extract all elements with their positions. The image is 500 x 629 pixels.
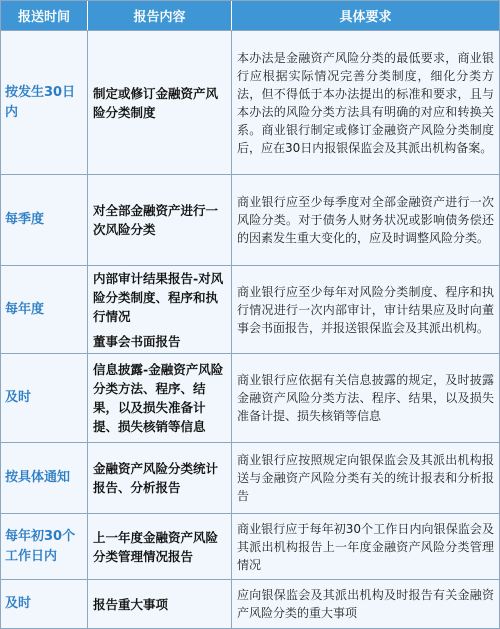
table-row [1, 579, 499, 628]
row-time: 及时 [1, 354, 88, 442]
row-time: 每年度 [1, 266, 88, 353]
table-row [1, 174, 499, 265]
row-requirement: 商业银行应按照规定向银保监会及其派出机构报送与金融资产风险分类有关的统计报表和分析报告 [237, 453, 494, 503]
table-row [1, 442, 499, 513]
row-content-secondary: 董事会书面报告 [93, 333, 181, 349]
row-requirement: 商业银行应依据有关信息披露的规定，及时披露金融资产风险分类方法、程序、结果，以及损失准备计提、损失核销等信息 [237, 373, 494, 423]
table-row [1, 30, 499, 174]
table-row [1, 513, 499, 579]
row-content: 内部审计结果报告-对风险分类制度、程序和执行情况 [93, 270, 224, 324]
row-content: 对全部金融资产进行一次风险分类 [88, 175, 232, 265]
row-time: 按具体通知 [1, 443, 88, 513]
row-time: 按发生30日内 [1, 31, 88, 174]
row-requirement: 商业银行应于每年初30个工作日内向银保监会及其派出机构报告上一年度金融资产风险分类管理情况 [237, 521, 494, 572]
row-time: 每年初30个工作日内 [1, 514, 88, 579]
row-content: 金融资产风险分类统计报告、分析报告 [88, 443, 232, 513]
row-content-cell [88, 266, 232, 353]
row-content: 上一年度金融资产风险分类管理情况报告 [88, 514, 232, 579]
row-content: 报告重大事项 [88, 580, 232, 628]
row-requirement: 本办法是金融资产风险分类的最低要求，商业银行应根据实际情况完善分类制度，细化分类方法，但不得低于本办法提出的标准和要求，且与本办法的风险分类方法具有明确的对应和转换关系。商业银行制定或修订金融资产风险分类制度后，应在30日内报银保监会及其派出机构备案。 [237, 50, 494, 155]
table-row [1, 265, 499, 353]
row-requirement: 商业银行应至少每年对风险分类制度、程序和执行情况进行一次内部审计，审计结果应及时向董事会书面报告，并报送银保监会及其派出机构。 [237, 284, 494, 335]
table-row [1, 353, 499, 442]
row-time: 每季度 [1, 175, 88, 265]
row-requirement: 商业银行应至少每季度对全部金融资产进行一次风险分类。对于债务人财务状况或影响债务偿还的因素发生重大变化的，应及时调整风险分类。 [237, 195, 494, 245]
table-header-row [1, 1, 499, 30]
row-time: 及时 [1, 580, 88, 628]
header-content: 报告内容 [88, 1, 232, 30]
row-content: 制定或修订金融资产风险分类制度 [88, 31, 232, 174]
header-time: 报送时间 [1, 1, 88, 30]
row-requirement: 应向银保监会及其派出机构及时报告有关金融资产风险分类的重大事项 [237, 588, 494, 620]
row-content: 信息披露-金融资产风险分类方法、程序、结果，以及损失准备计提、损失核销等信息 [88, 354, 232, 442]
header-requirement: 具体要求 [339, 10, 392, 25]
